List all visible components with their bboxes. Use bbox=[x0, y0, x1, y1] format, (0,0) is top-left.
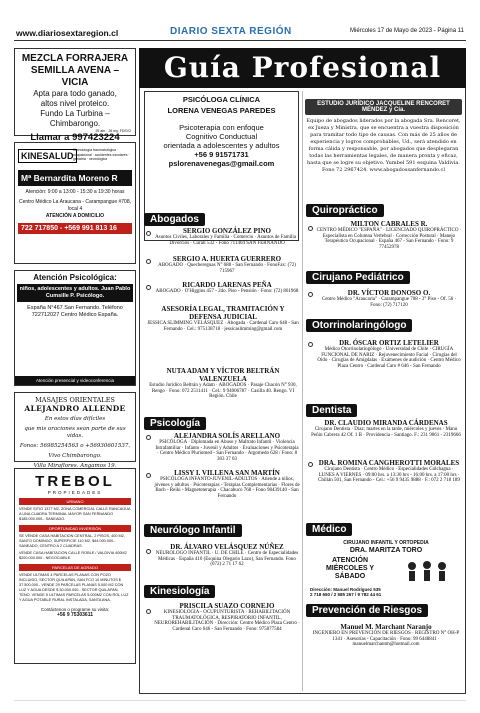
bullet-icon bbox=[146, 259, 151, 264]
entry-text: MIÉRCOLES Y SÁBADO bbox=[325, 564, 375, 580]
section-prevencion: Prevención de Riesgos bbox=[306, 604, 428, 617]
professional-guide bbox=[139, 48, 466, 694]
entry-detail: PSICÓLOGA INFANTO-JUVENIL-ADULTOS · Atiende a niños, jóvenes y adultos · Psicoterapias - Terapias Complementarias · Flores de Bach - Reiki - Magnetoterapia · Chacabuco 768 - Fono 98439140 - San Fernando bbox=[154, 477, 300, 499]
entry-name: LISSY I. VILLENA SAN MARTÍN bbox=[174, 469, 280, 477]
entry-detail: NEUROLOGO INFANTIL · U. DE CHILE · Centro de Especialidades Médicas · España 410 (Esquina Olegario Lazo), San Fernando. Fono (072) 2 71 17 62 bbox=[155, 551, 299, 567]
section-abogados: Abogados bbox=[144, 213, 205, 226]
entry-name: DRA. MARITZA TORO bbox=[349, 546, 423, 554]
entry-detail: Centro Médico "Araucaria" · Carampangue 708 - 3° Piso - Of. 56 · Fono: (72) 717120 bbox=[321, 297, 457, 308]
entry-dentist bbox=[310, 419, 462, 438]
entry-detail: PSICÓLOGA · Diplomada en Abuso y Maltrato Infantil · Violencia Intrafamiliar · Infanto - Juvenil y Adultos · Evaluaciones y Psicoterapia · Centro Médico Pluriomed - San Fernando · Argomedo 628 / Fono: 8 303 37 03 bbox=[155, 440, 299, 462]
column-divider bbox=[302, 91, 303, 691]
ad-trebol-properties bbox=[14, 468, 136, 664]
ad-phone: Fonos: 56985254563 o +56930601537. bbox=[19, 443, 131, 449]
ad-tagline: Kinesiología traumatológica · ocupacional · accidentes escolares · geriatría · neurológica bbox=[73, 148, 130, 161]
entry-name: MILTON CABRALES R. bbox=[350, 220, 428, 228]
ad-listing: VENDE CASA HABITACION CALLE ROBLE / VALDIVIA 400M2 $200.000.000 - NEGOCIABLE. bbox=[19, 551, 127, 560]
section-neurologo: Neurólogo Infantil bbox=[144, 524, 242, 537]
entry-dentist bbox=[316, 459, 462, 484]
ad-text: Villa Miraflores. Angamos 19. bbox=[33, 463, 117, 469]
entry-lawyer bbox=[154, 281, 300, 295]
entry-detail: ABOGADO · O'Higgins 457 - 2do. Piso - Pensión · Fono: (72) 861968 bbox=[155, 289, 299, 294]
ad-listing: VENDE SITIO 1377 M2, ZONA COMERCIAL CALLE RANCAGUA A UNA CUADRA TERMINAL MAYOR SAN FERNANDO $185.000.000.- SANEADO. bbox=[19, 507, 131, 521]
ad-text: Vivo Chimbarongo. bbox=[48, 453, 102, 459]
ad-address: Centro Médico La Araucana - Carampangue #708, local 4 bbox=[18, 199, 131, 212]
ad-phone: +56 9 75303611 bbox=[56, 612, 93, 618]
page-date: Miércoles 17 de Mayo de 2023 - Página 11 bbox=[350, 28, 464, 34]
ad-text: Apta para todo ganado, bbox=[33, 89, 117, 98]
ad-text: que mis oraciones sean parte de sus vidas. bbox=[24, 426, 126, 439]
bullet-icon bbox=[308, 292, 313, 297]
ad-code: 25 abr - 26 my. FDSV2 bbox=[95, 129, 131, 133]
header-rule bbox=[14, 40, 466, 41]
entry-name: DRA. ROMINA CANGHEROTTI MORALES bbox=[318, 459, 460, 467]
section-psicologia: Psicología bbox=[144, 417, 206, 430]
footer-rule bbox=[14, 700, 466, 701]
ad-kinesalud bbox=[14, 142, 136, 264]
entry-detail: Cirujano Dentista · Centro Médico · Especialidades Colchagua · LUNES A VIERNES · 09:00 hrs. a 13:30 hrs - 16:00 hrs. a 17:00 hrs · Chillán 501, San Fernando - Cel.: +56 9 9435 9888 · F.: 072 2 718 189 bbox=[318, 467, 460, 483]
ad-text: Cognitivo Conductual bbox=[185, 132, 258, 141]
entry-detail: KINESIOLOGIA - OCUPUNTURISTA · REHABILITACIÓN TRAUMATOLÓGICA, RESPIRATORIO INFANTIL, NEUROREHABILITACIÓN · Dirección: Centro Médico Plaza Centro · Cardenal Caro 646 - San Fernando · Fono: 975877584 bbox=[154, 610, 300, 632]
site-url[interactable]: www.diariosextaregion.cl bbox=[16, 28, 119, 38]
ad-phones: 722 717850 - +569 991 813 16 bbox=[18, 223, 132, 234]
ad-hours: Atención: 9:00 a 13:00 - 15:30 a 19:30 horas bbox=[25, 189, 125, 195]
ad-email: pslorenavenegas@gmail.com bbox=[168, 159, 275, 168]
entry-name: ASESORÍA LEGAL, TRAMITACIÓN Y DEFENSA JUDICIAL bbox=[161, 305, 285, 321]
entry-detail: ABOGADO · Quechereguas N° 688 - San Fernando · FonoFax: (72) 715967 bbox=[158, 263, 296, 274]
ad-name: LORENA VENEGAS PAREDES bbox=[167, 106, 276, 115]
bullet-icon bbox=[308, 462, 313, 467]
ad-title: SEMILLA AVENA – VICIA bbox=[30, 65, 120, 88]
entry-title: CIRUJANO INFANTIL Y ORTOPEDIA bbox=[343, 540, 429, 546]
ad-psychology bbox=[14, 270, 136, 386]
ad-title: PSICÓLOGA CLÍNICA bbox=[182, 95, 261, 104]
ad-title: MEZCLA FORRAJERA bbox=[21, 53, 129, 64]
ad-forage-seed bbox=[14, 48, 136, 143]
bullet-icon bbox=[146, 231, 151, 236]
entry-name: RICARDO LARENAS PEÑA bbox=[182, 281, 272, 289]
entry-detail: INGENIERO EN PREVENCIÓN DE RIESGOS · REGISTRO N° OH-P 1341 · Asesorías - Capacitación · Fono: 99 6448841 · manuelmarchantm@hotmail.com bbox=[312, 631, 460, 647]
bullet-icon bbox=[308, 342, 313, 347]
ad-phone: Llamar a 997423224 bbox=[30, 132, 120, 143]
entry-surgeon bbox=[316, 289, 462, 308]
entry-name: DR. ÓSCAR ORTIZ LETELIER bbox=[339, 339, 439, 347]
entry-ent-doctor bbox=[316, 339, 462, 369]
ad-text: Fundo La Turbina –Chimbarongo. bbox=[40, 109, 110, 128]
page-header bbox=[0, 0, 480, 44]
section-dentista: Dentista bbox=[306, 404, 357, 417]
entry-detail: Asuntos Civiles, Laborales y Familia · Comercio · Asuntos de Familia · Divorcios · Curali 532 - Fono 711404 SAN FERNANDO bbox=[155, 235, 299, 246]
entry-address: Dirección: Manuel Rodríguez 535 bbox=[310, 586, 381, 592]
entry-lawyer bbox=[154, 255, 300, 274]
entry-lawyer bbox=[146, 305, 300, 332]
ad-title: MASAJES ORIENTALES bbox=[35, 396, 115, 404]
bullet-icon bbox=[146, 435, 151, 440]
ad-title: Atención Psicológica: bbox=[33, 273, 117, 282]
kinesalud-logo: KINESALUD bbox=[18, 149, 77, 163]
section-otorrino: Otorrinolaringólogo bbox=[306, 319, 412, 332]
entry-kinesiologist bbox=[154, 602, 300, 632]
bullet-icon bbox=[146, 609, 151, 614]
entry-name: SERGIO A. HUERTA GUERRERO bbox=[172, 255, 282, 263]
entry-risk-prevention bbox=[310, 623, 462, 648]
entry-name: DR. CLAUDIO MIRANDA CÁRDENAS bbox=[324, 419, 448, 427]
entry-detail: Cirujano Dentista · Diaz: martes en la tarde, miércoles y jueves · Manu Peñin Cabrera 42 Of. 1 B · Providencia - Santiago. F.: 231 9061 - 2319666 bbox=[311, 427, 461, 438]
entry-name: NUTA ADAM Y VÍCTOR BELTRÁN VALENZUELA bbox=[166, 367, 280, 383]
entry-text: ATENCIÓN bbox=[331, 556, 369, 564]
bullet-icon bbox=[146, 285, 151, 290]
ad-text: altos nivel proteico. bbox=[40, 99, 110, 108]
entry-psychologist bbox=[154, 469, 300, 499]
entry-detail: Estudio Jurídico Beltrán y Adam · ABOGADOS · Pasaje Chacón N° 930, Rengo · Fono: 072 2511411 · Cel.: 9 94006787 · Casilla 40. Rengo. VI Región. Chile bbox=[149, 383, 297, 399]
children-illustration-icon bbox=[402, 559, 452, 589]
entry-chiropractor bbox=[316, 220, 462, 250]
guide-title: Guía Profesional bbox=[139, 48, 466, 88]
entry-name: SERGIO GONZÁLEZ PINO bbox=[183, 227, 271, 235]
trebol-logo: TREBOL bbox=[35, 473, 115, 490]
entry-lawyer bbox=[154, 227, 300, 246]
entry-detail: Médico Otorrinolaringólogo · Universidad de Chile · CIRUGÍA FUNCIONAL DE NARIZ · Rejuvenecimiento Facial · Cirugías del Oído · Cirugías de Amígdalas · Exámenes de audición · Centro Médico Plaza Centro · Cardenal Caro # 646 - San Fernando bbox=[317, 347, 461, 369]
ad-home-service: ATENCIÓN A DOMICILIO bbox=[45, 213, 105, 219]
ad-section-label: URBANO bbox=[19, 498, 131, 505]
entry-name: PRISCILA SUAZO CORNEJO bbox=[179, 602, 275, 610]
entry-name: DR. VÍCTOR DONOSO O. bbox=[347, 289, 431, 297]
ad-text: En estos días difíciles bbox=[44, 416, 106, 422]
bullet-icon bbox=[146, 473, 151, 478]
ad-text: orientada a adolescentes y adultos bbox=[163, 141, 280, 150]
ad-footer: Atención presencial y videoconferencia bbox=[15, 376, 135, 385]
ad-name: ALEJANDRO ALLENDE bbox=[24, 404, 126, 413]
ad-text: Equipo de abogados liderados por la abogada Sra. Rencoret, ex Jueza y Ministra, que se encuentra a vuestra disposición para tramitar todo tipo de causas. Con más de 25 años de experiencia y logros comprobables, Ud., será atendido en forma cálida y responsable, por abogados que desplegaran todas las herramientas legales, de manera pronta y eficaz, hasta que se logre su objetivo. Yumbel 591 esquina Valdivia. Fono 72 2967424. www.abogadossanfernando.cl bbox=[306, 118, 461, 173]
ad-text: Psicoterapia con enfoque bbox=[179, 123, 264, 132]
entry-detail: CENTRO MÉDICO "ESPAÑA" · LICENCIADO QUIROPRÁCTICO · Especialista en Columna Vertebral · Corrección Postural · Manejo Terapéutico Ocupacional · España 467 - San Fernando · Fono: 9 77452978 bbox=[316, 228, 462, 250]
left-ads-column bbox=[14, 48, 136, 670]
entry-neurologist bbox=[154, 543, 300, 568]
newspaper-brand: DIARIO SEXTA REGIÓN bbox=[170, 26, 292, 37]
ad-title: ESTUDIO JURÍDICO JACQUELINE RENCORET MÉNDEZ y Cía. bbox=[305, 99, 462, 115]
entry-psychologist bbox=[154, 432, 300, 462]
entry-name: DR. ÁLVARO VELÁSQUEZ NÚÑEZ bbox=[170, 543, 284, 551]
entry-name: Manuel M. Marchant Naranjo bbox=[340, 623, 432, 631]
ad-oriental-massage bbox=[14, 392, 136, 469]
ad-banner: niños, adolescentes y adultos. Juan Pablo Cumsille P. Psicólogo. bbox=[17, 284, 133, 302]
entry-lawyer bbox=[146, 367, 300, 400]
ad-section-label: PARCELAS DE AGRADO bbox=[19, 564, 131, 571]
entry-name: ALEJANDRA SOLÍS ARELLANO bbox=[173, 432, 281, 440]
ad-section-label: OPORTUNIDAD INVERSIÓN bbox=[19, 525, 131, 532]
entry-phone: 2 718 650 / 2 585 267 / 9 782 44 61 bbox=[310, 592, 382, 597]
ad-listing: VENDE ULTIMAS 4 PARCELAS PLANAS CON POZO INCLUIDO, SECTOR QUILAPAN, SAN FCO 10 MINUTOS $ 37.500.000.- VENDE 29 PARCELAS PLANAS 5.000 M2 CON LUZ Y AGUA DESDE $ 30.000.000.- SECTOR QUILAPAN, TENO. VENDE 5 ULTIMAS PARCELAS 5.000M2 CON ROL LUZ Y AGUA POTABLE RURAL INSTALADA, SANTA ANA. bbox=[19, 573, 129, 602]
trebol-subtitle: PROPIEDADES bbox=[47, 490, 103, 495]
ad-listing: SE VENDE CASA HABITACION CENTRAL, 2 PISOS, 400 M2, SANTO DOMINGO, SUPERFICIE 110 M2, $44.000.000.- SANEADO, CENTRO A 2 CUADRAS. bbox=[19, 534, 125, 548]
bullet-icon bbox=[146, 549, 151, 554]
bullet-icon bbox=[308, 226, 313, 231]
section-medico: Médico bbox=[306, 523, 352, 536]
section-quiropractico: Quiropráctico bbox=[306, 204, 384, 217]
section-kinesiologia: Kinesiología bbox=[144, 585, 215, 598]
ad-contact-text: Contáctenos o programe su visita: bbox=[40, 607, 110, 612]
ad-phone: +56 9 91571731 bbox=[194, 150, 249, 159]
ad-address: España N°467 San Fernando. Teléfono 722712027 Centro Médico España. bbox=[27, 305, 123, 318]
ad-name: Mª Bernardita Moreno R bbox=[18, 170, 132, 186]
section-cirujano-pediatrico: Cirujano Pediátrico bbox=[306, 271, 410, 284]
entry-detail: JESSICA SLIMMING VELÁSQUEZ · Abogada · Cardenal Caro 648 - San Fernando · Cel.: 975138718 · jessicaslimming@gmail.com bbox=[147, 321, 299, 332]
